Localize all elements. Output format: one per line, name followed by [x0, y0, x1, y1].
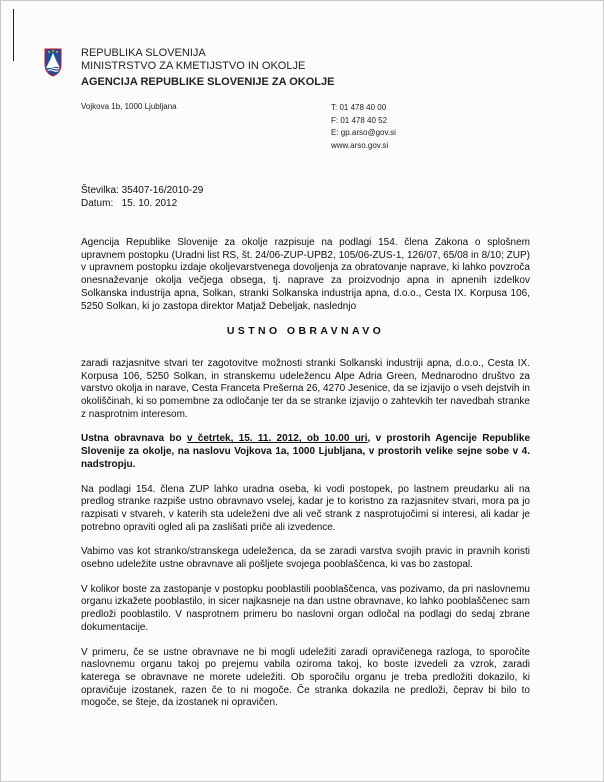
contact-fax: F: 01 478 40 52	[331, 115, 388, 125]
purpose-paragraph: zaradi razjasnitve stvari ter zagotovitve možnosti stranki Solkanski industriji apna, d.o.o., Cesta IX. Korpusa 106, 5250 Solkan, in stranskemu udeležencu Alpe Adria Green, Mednarodno društvo za varstvo okolja in narave, Cesta Franceta Prešerna 26, 4270 Jesenice, da se izjavijo o vseh dejstvih in okoliščinah, ki so pomembne za odločanje ter da se stranke izjavijo o zahtevkih ter navedbah stranke z nasprotnim interesom.	[81, 357, 530, 420]
reference-number: 35407-16/2010-29	[121, 185, 204, 196]
legal-basis-paragraph: Na podlagi 154. člena ZUP lahko uradna oseba, ki vodi postopek, po lastnem preudarku ali na predlog stranke razpiše ustno obravnavo vselej, kadar je to koristno za razjasnitev stvari, mora pa jo razpisati v stvareh, v katerih sta udeleženi dve ali več strank z nasprotujočimi si interesi, ali kadar je potrebno opraviti ogled ali pa zaslišati priče ali izvedence.	[81, 483, 530, 533]
reference-block	[81, 184, 203, 210]
sender-address: Vojkova 1b, 1000 Ljubljana	[81, 102, 177, 111]
authorization-paragraph: V kolikor boste za zastopanje v postopku pooblastili pooblaščenca, vas pozivamo, da pri naslovnemu organu izkažete pooblastilo, in sicer najkasneje na dan ustne obravnave, ko lahko pooblaščenec sam predloži pooblastilo. V nasprotnem primeru bo naslovni organ odločal na podlagi do sedaj zbrane dokumentacije.	[81, 583, 530, 633]
invitation-paragraph: Vabimo vas kot stranko/stranskega udeleženca, da se zaradi varstva svojih pravic in pravnih koristi osebno udeležite ustne obravnave ali pošljete svojega pooblaščenca, ki vas bo zastopal.	[81, 546, 530, 571]
intro-paragraph: Agencija Republike Slovenije za okolje razpisuje na podlagi 154. člena Zakona o splošnem upravnem postopku (Uradni list RS, št. 24/06-ZUP-UPB2, 105/06-ZUS-1, 126/07, 65/08 in 8/10; ZUP) v upravnem postopku izdaje okoljevarstvenega dovoljenja za obratovanje naprave, ki lahko povzroča onesnaževanje okolja večjega obsega, tj. naprave za proizvodnjo apna in apnenih izdelkov Solkanska industrija apna, Solkan, stranki Solkanska industrija apna, d.o.o., Cesta IX. Korpusa 106, 5250 Solkan, ki jo zastopa direktor Matjaž Debeljak, naslednjo	[81, 237, 530, 312]
absence-paragraph: V primeru, če se ustne obravnave ne bi mogli udeležiti zaradi opravičenega razloga, to sporočite naslovnemu organu takoj po prejemu vabila oziroma takoj, ko boste izvedeli za vzrok, zaradi katerega se obravnave ne morete udeležiti. Ob sporočilu organu je treba predložiti dokazilo, ki opravičuje izostanek, razen če to ni mogoče. Če stranka dokazila ne predloži, čeprav bi bilo to mogoče, se šteje, da izostanek ni opravičen.	[81, 646, 530, 709]
hearing-intro: Ustna obravnava bo	[81, 433, 187, 445]
organization-header	[81, 47, 334, 89]
hearing-datetime: v četrtek, 15. 11. 2012, ob 10.00 uri	[186, 433, 368, 445]
republic-name: REPUBLIKA SLOVENIJA	[81, 47, 206, 59]
contact-website: www.arso.gov.si	[331, 140, 389, 150]
document-title: USTNO OBRAVNAVO	[226, 325, 385, 338]
reference-number-label: Številka:	[81, 185, 119, 196]
contact-email: E: gp.arso@gov.si	[331, 128, 396, 137]
reference-date: 15. 10. 2012	[121, 198, 178, 209]
document-body	[81, 237, 530, 722]
agency-name: AGENCIJA REPUBLIKE SLOVENIJE ZA OKOLJE	[81, 76, 335, 88]
contact-block	[331, 102, 396, 152]
ministry-name: MINISTRSTVO ZA KMETIJSTVO IN OKOLJE	[81, 60, 306, 72]
reference-date-label: Datum:	[81, 198, 114, 209]
hearing-details-paragraph	[81, 433, 530, 471]
slovenia-coat-of-arms-icon	[43, 47, 63, 77]
hearing-location: , v prostorih Agencije Republike Slovenije za okolje, na naslovu Vojkova 1a, 1000 Ljubljana, v prostorih velike sejne sobe v 4. nadstropju.	[81, 433, 531, 470]
contact-phone: T: 01 478 40 00	[331, 103, 387, 112]
margin-rule	[13, 9, 14, 61]
